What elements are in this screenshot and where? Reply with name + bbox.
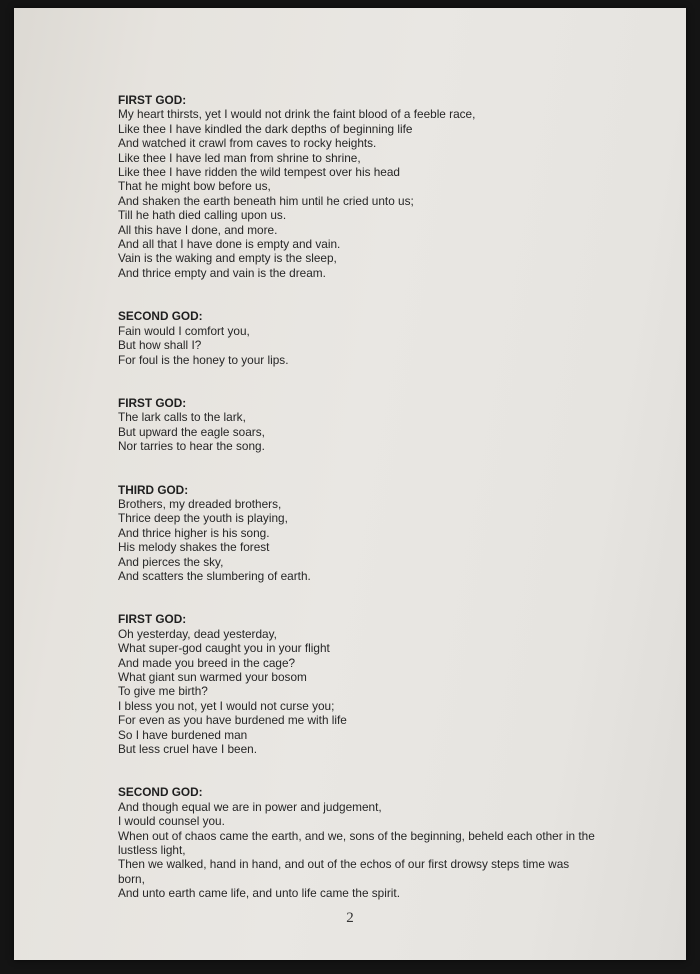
stanza-2 xyxy=(118,309,618,367)
verse-line: Like thee I have kindled the dark depths of beginning life xyxy=(118,121,413,136)
verse-line: I would counsel you. xyxy=(118,814,225,829)
verse-line: But upward the eagle soars, xyxy=(118,424,265,439)
verse-line: The lark calls to the lark, xyxy=(118,410,246,425)
verse-line: And thrice higher is his song. xyxy=(118,525,270,540)
verse-line: That he might bow before us, xyxy=(118,179,271,194)
verse-line: All this have I done, and more. xyxy=(118,222,278,237)
verse-line: Oh yesterday, dead yesterday, xyxy=(118,626,277,641)
stanza-4 xyxy=(118,483,618,584)
page-number: 2 xyxy=(346,910,354,926)
verse-line: To give me birth? xyxy=(118,684,208,699)
verse-line: And though equal we are in power and judgement, xyxy=(118,799,382,814)
verse-line: Nor tarries to hear the song. xyxy=(118,439,265,454)
verse-line: His melody shakes the forest xyxy=(118,540,270,555)
verse-line: So I have burdened man xyxy=(118,727,248,742)
verse-line: Then we walked, hand in hand, and out of the echos of our first drowsy steps time was born, xyxy=(118,857,570,886)
verse-line: Like thee I have ridden the wild tempest over his head xyxy=(118,165,400,180)
verse-line: For even as you have burdened me with life xyxy=(118,713,347,728)
verse-line: Till he hath died calling upon us. xyxy=(118,208,287,223)
verse-line: And scatters the slumbering of earth. xyxy=(118,568,311,583)
stanza-3 xyxy=(118,396,618,454)
verse-line: And unto earth came life, and unto life came the spirit. xyxy=(118,886,400,901)
verse-line: But how shall I? xyxy=(118,338,202,353)
verse-line: What giant sun warmed your bosom xyxy=(118,670,307,684)
speaker-name: FIRST GOD: xyxy=(118,395,187,410)
verse-line: I bless you not, yet I would not curse you; xyxy=(118,698,335,713)
verse-line: And pierces the sky, xyxy=(118,554,224,569)
document-page xyxy=(14,8,686,960)
speaker-name: FIRST GOD: xyxy=(118,612,187,627)
verse-line: My heart thirsts, yet I would not drink the faint blood of a feeble race, xyxy=(118,107,476,122)
verse-line: And made you breed in the cage? xyxy=(118,655,296,670)
play-text xyxy=(118,93,618,901)
verse-line: Like thee I have led man from shrine to shrine, xyxy=(118,150,361,165)
speaker-name: THIRD GOD: xyxy=(118,482,189,497)
verse-line: What super-god caught you in your flight xyxy=(118,641,330,656)
verse-line: Brothers, my dreaded brothers, xyxy=(118,496,282,511)
speaker-name: FIRST GOD: xyxy=(118,93,187,107)
verse-line: Thrice deep the youth is playing, xyxy=(118,511,288,526)
stanza-5 xyxy=(118,612,618,756)
stanza-1 xyxy=(118,93,618,280)
verse-line: And thrice empty and vain is the dream. xyxy=(118,265,326,280)
verse-line: Fain would I comfort you, xyxy=(118,323,250,338)
verse-line: And all that I have done is empty and vain. xyxy=(118,237,341,252)
stanza-6 xyxy=(118,785,618,900)
speaker-name: SECOND GOD: xyxy=(118,785,203,800)
verse-line: When out of chaos came the earth, and we, sons of the beginning, beheld each other in the lustless light, xyxy=(118,828,595,858)
speaker-name: SECOND GOD: xyxy=(118,309,203,324)
verse-line: Vain is the waking and empty is the sleep, xyxy=(118,251,337,266)
verse-line: But less cruel have I been. xyxy=(118,742,258,757)
verse-line: For foul is the honey to your lips. xyxy=(118,352,289,367)
verse-line: And shaken the earth beneath him until he cried unto us; xyxy=(118,193,414,208)
verse-line: And watched it crawl from caves to rocky heights. xyxy=(118,136,377,151)
